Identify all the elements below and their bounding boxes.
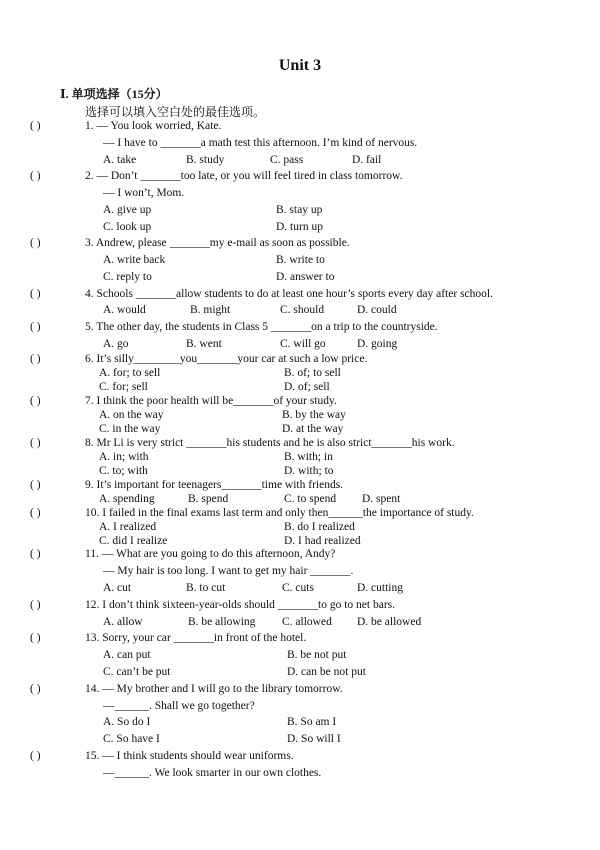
answer-option: C. to spend bbox=[284, 493, 337, 505]
answer-bracket: ( ) bbox=[30, 170, 41, 182]
answer-option: D. at the way bbox=[282, 423, 344, 435]
answer-bracket: ( ) bbox=[30, 395, 41, 407]
question-stem: 1. — You look worried, Kate. bbox=[85, 120, 222, 132]
answer-option: C. will go bbox=[280, 338, 326, 350]
answer-option: D. So will I bbox=[287, 733, 341, 745]
answer-bracket: ( ) bbox=[30, 507, 41, 519]
answer-bracket: ( ) bbox=[30, 288, 41, 300]
answer-option: D. I had realized bbox=[284, 535, 361, 547]
answer-bracket: ( ) bbox=[30, 353, 41, 365]
answer-option: D. can be not put bbox=[287, 666, 366, 678]
answer-option: A. cut bbox=[103, 582, 132, 594]
section-heading: Ⅰ. 单项选择（15分） bbox=[60, 87, 168, 101]
question-stem: 7. I think the poor health will be_______of your study. bbox=[85, 395, 337, 407]
answer-option: D. could bbox=[357, 304, 397, 316]
question-stem: 15. — I think students should wear uniforms. bbox=[85, 750, 294, 762]
answer-option: A. go bbox=[103, 338, 129, 350]
answer-bracket: ( ) bbox=[30, 479, 41, 491]
answer-option: A. spending bbox=[99, 493, 155, 505]
question-line: — My hair is too long. I want to get my hair _______. bbox=[103, 565, 354, 577]
answer-option: C. should bbox=[280, 304, 325, 316]
page-title: Unit 3 bbox=[278, 57, 322, 74]
answer-option: A. So do I bbox=[103, 716, 151, 728]
answer-option: A. I realized bbox=[99, 521, 157, 533]
answer-option: D. with; to bbox=[284, 465, 334, 477]
question-stem: 2. — Don’t _______too late, or you will feel tired in class tomorrow. bbox=[85, 170, 403, 182]
answer-option: C. for; sell bbox=[99, 381, 148, 393]
answer-bracket: ( ) bbox=[30, 548, 41, 560]
answer-option: B. to cut bbox=[186, 582, 226, 594]
answer-option: C. in the way bbox=[99, 423, 161, 435]
answer-option: D. turn up bbox=[276, 221, 323, 233]
answer-option: D. be allowed bbox=[357, 616, 422, 628]
question-stem: 14. — My brother and I will go to the library tomorrow. bbox=[85, 683, 343, 695]
answer-option: D. going bbox=[357, 338, 398, 350]
answer-option: B. do I realized bbox=[284, 521, 355, 533]
answer-option: D. spent bbox=[362, 493, 401, 505]
answer-option: A. give up bbox=[103, 204, 152, 216]
answer-option: B. with; in bbox=[284, 451, 333, 463]
question-stem: 5. The other day, the students in Class 5 _______on a trip to the countryside. bbox=[85, 321, 438, 333]
answer-option: B. be allowing bbox=[188, 616, 256, 628]
answer-option: D. cutting bbox=[357, 582, 403, 594]
answer-option: C. So have I bbox=[103, 733, 160, 745]
answer-bracket: ( ) bbox=[30, 599, 41, 611]
answer-option: C. pass bbox=[270, 154, 304, 166]
question-line: —______. Shall we go together? bbox=[103, 700, 255, 712]
answer-option: B. study bbox=[186, 154, 225, 166]
answer-option: A. write back bbox=[103, 254, 166, 266]
question-stem: 3. Andrew, please _______my e-mail as soon as possible. bbox=[85, 237, 350, 249]
answer-option: A. allow bbox=[103, 616, 143, 628]
answer-option: B. might bbox=[190, 304, 231, 316]
answer-option: D. of; sell bbox=[284, 381, 330, 393]
question-stem: 6. It’s silly________you_______your car at such a low price. bbox=[85, 353, 368, 365]
answer-option: A. in; with bbox=[99, 451, 149, 463]
answer-option: C. reply to bbox=[103, 271, 152, 283]
answer-option: B. So am I bbox=[287, 716, 337, 728]
answer-option: B. of; to sell bbox=[284, 367, 341, 379]
question-line: — I won’t, Mom. bbox=[103, 187, 185, 199]
answer-option: C. to; with bbox=[99, 465, 148, 477]
answer-option: C. allowed bbox=[282, 616, 332, 628]
answer-option: D. fail bbox=[352, 154, 382, 166]
question-line: — I have to _______a math test this afternoon. I’m kind of nervous. bbox=[103, 137, 418, 149]
answer-bracket: ( ) bbox=[30, 437, 41, 449]
instruction: 选择可以填入空白处的最佳选项。 bbox=[85, 105, 266, 119]
answer-bracket: ( ) bbox=[30, 237, 41, 249]
answer-option: C. did I realize bbox=[99, 535, 168, 547]
answer-option: C. look up bbox=[103, 221, 152, 233]
answer-option: B. by the way bbox=[282, 409, 346, 421]
answer-option: A. would bbox=[103, 304, 146, 316]
answer-option: B. write to bbox=[276, 254, 325, 266]
answer-option: A. on the way bbox=[99, 409, 164, 421]
question-stem: 10. I failed in the final exams last term and only then______the importance of study. bbox=[85, 507, 474, 519]
answer-bracket: ( ) bbox=[30, 321, 41, 333]
answer-option: B. be not put bbox=[287, 649, 347, 661]
answer-option: A. take bbox=[103, 154, 137, 166]
answer-bracket: ( ) bbox=[30, 120, 41, 132]
answer-option: B. went bbox=[186, 338, 222, 350]
question-line: —______. We look smarter in our own clothes. bbox=[103, 767, 322, 779]
question-stem: 4. Schools _______allow students to do at least one hour’s sports every day after school. bbox=[85, 288, 493, 300]
answer-option: B. stay up bbox=[276, 204, 323, 216]
answer-bracket: ( ) bbox=[30, 683, 41, 695]
answer-bracket: ( ) bbox=[30, 750, 41, 762]
question-stem: 12. I don’t think sixteen-year-olds should _______to go to net bars. bbox=[85, 599, 396, 611]
answer-option: B. spend bbox=[188, 493, 229, 505]
answer-option: C. can’t be put bbox=[103, 666, 171, 678]
answer-option: A. for; to sell bbox=[99, 367, 161, 379]
question-stem: 11. — What are you going to do this afternoon, Andy? bbox=[85, 548, 336, 560]
answer-option: D. answer to bbox=[276, 271, 335, 283]
question-stem: 13. Sorry, your car _______in front of the hotel. bbox=[85, 632, 307, 644]
answer-option: A. can put bbox=[103, 649, 151, 661]
question-stem: 9. It’s important for teenagers_______time with friends. bbox=[85, 479, 344, 491]
question-stem: 8. Mr Li is very strict _______his students and he is also strict_______his work. bbox=[85, 437, 455, 449]
answer-bracket: ( ) bbox=[30, 632, 41, 644]
answer-option: C. cuts bbox=[282, 582, 314, 594]
